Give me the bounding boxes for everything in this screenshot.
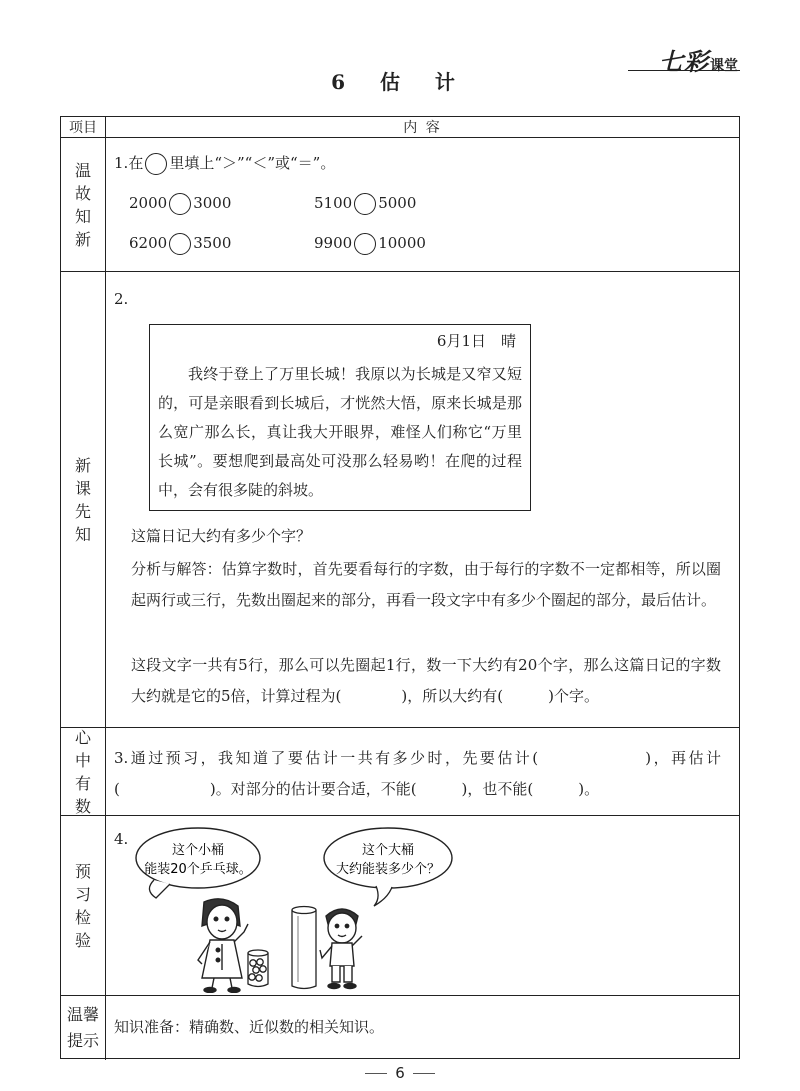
big-bucket <box>292 907 316 989</box>
speech-bubble-right <box>324 828 452 906</box>
section-label: 新课先知 <box>74 455 91 544</box>
section-label: 温故知新 <box>74 160 91 249</box>
comparison-left: 6200 <box>129 234 168 252</box>
answer-line: 这段文字一共有5行，那么可以先圈起1行，数一下大约有20个字，那么这篇日记的字数大约就是它的5倍，计算过程为( )，所以大约有( )个字。 <box>131 656 721 705</box>
comparison-item <box>129 193 231 215</box>
comparison-item <box>129 233 231 255</box>
question-text-before: 在 <box>128 154 144 172</box>
comparison-left: 9900 <box>314 234 353 252</box>
girl-figure <box>198 899 248 993</box>
comparison-right: 3000 <box>193 194 232 212</box>
section-label: 心中有数 <box>74 727 91 816</box>
worksheet-table <box>60 116 740 1059</box>
bubble-left-line2: 能装20个乒乓球。 <box>144 862 252 877</box>
question-number: 4. <box>114 830 129 848</box>
section-label-cell <box>61 996 106 1060</box>
diary-date: 6月1日 晴 <box>436 332 516 350</box>
answer-circle[interactable] <box>354 233 376 255</box>
section-label-cell <box>61 816 106 995</box>
bubble-right-line2: 大约能装多少个？ <box>335 862 441 877</box>
table-header-row <box>61 117 739 138</box>
question-text-after: 里填上“＞”“＜”或“＝”。 <box>169 154 336 172</box>
section-check <box>61 816 739 996</box>
footer-dash-left <box>365 1073 387 1074</box>
bucket-illustration <box>126 818 546 993</box>
bubble-right-line1: 这个大桶 <box>361 843 415 858</box>
small-bucket <box>248 950 268 987</box>
section-understanding <box>61 728 739 816</box>
header-content-label: 内 容 <box>403 120 442 136</box>
section-review <box>61 138 739 272</box>
brand-main: 七彩 <box>659 48 709 76</box>
answer-circle[interactable] <box>354 193 376 215</box>
comparison-item <box>314 233 426 255</box>
header-cell-item <box>61 117 106 137</box>
section-content <box>106 138 739 271</box>
footer-dash-right <box>413 1073 435 1074</box>
page-footer <box>0 1064 800 1082</box>
page-number: 6 <box>395 1064 405 1082</box>
question-number: 1. <box>114 154 129 172</box>
tips-text: 知识准备：精确数、近似数的相关知识。 <box>114 1018 385 1036</box>
answer-circle[interactable] <box>169 233 191 255</box>
section-label-cell <box>61 272 106 727</box>
section-preview <box>61 272 739 728</box>
comparison-item <box>314 193 416 215</box>
header-item-label: 项目 <box>69 120 97 136</box>
comparison-right: 10000 <box>378 234 426 252</box>
comparison-left: 2000 <box>129 194 168 212</box>
section-tips <box>61 996 739 1060</box>
question-1 <box>114 152 335 175</box>
header-cell-content <box>106 117 739 137</box>
answer-circle[interactable] <box>169 193 191 215</box>
question-number: 2. <box>114 290 129 308</box>
diary-box <box>149 324 531 511</box>
section-content <box>106 816 739 995</box>
diary-text: 我终于登上了万里长城！我原以为长城是又窄又短的，可是亲眼看到长城后，才恍然大悟，原来长城是那么宽广那么长，真让我大开眼界，难怪人们称它“万里长城”。要想爬到最高处可没那么轻易哟！在爬的过程中，会有很多陡的斜坡。 <box>158 365 522 499</box>
question-3: 3.通过预习，我知道了要估计一共有多少时，先要估计( )，再估计( )。对部分的估计要合适，不能( )，也不能( )。 <box>114 749 721 798</box>
boy-figure <box>320 909 362 989</box>
section-label: 温馨提示 <box>66 1005 99 1050</box>
section-label-cell <box>61 138 106 271</box>
circle-symbol-icon <box>145 153 167 175</box>
section-content <box>106 272 739 727</box>
comparison-right: 3500 <box>193 234 232 252</box>
speech-bubble-left <box>136 828 260 898</box>
section-label-cell <box>61 728 106 815</box>
analysis-text: 分析与解答：估算字数时，首先要看每行的字数，由于每行的字数不一定都相等，所以圈起两行或三行，先数出圈起来的部分，再看一段文字中有多少个圈起的部分，最后估计。 <box>131 560 721 609</box>
bubble-left-line1: 这个小桶 <box>171 843 225 858</box>
section-content <box>106 728 739 815</box>
brand-sub: 课堂 <box>710 58 738 74</box>
comparison-right: 5000 <box>378 194 417 212</box>
comparison-left: 5100 <box>314 194 353 212</box>
section-content <box>106 996 739 1060</box>
page-title: 6 估 计 <box>331 70 469 94</box>
diary-question: 这篇日记大约有多少个字？ <box>131 527 312 545</box>
section-label: 预习检验 <box>74 861 91 950</box>
